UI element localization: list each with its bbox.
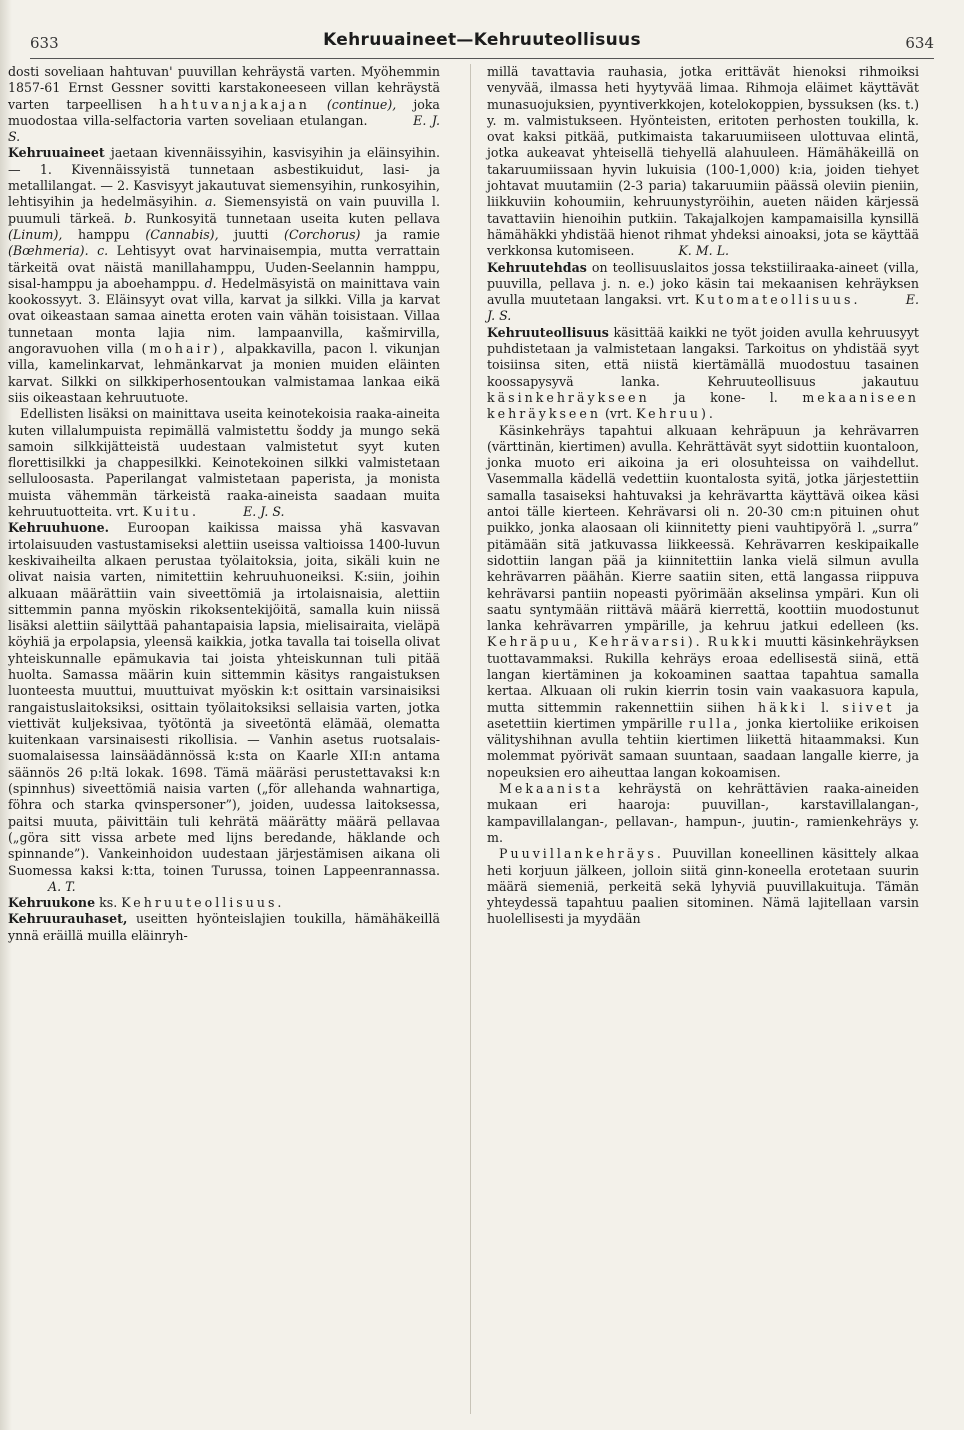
page-number-left: 633: [30, 34, 59, 52]
article-paragraph: Edellisten lisäksi on mainittava useita keinotekoisia raaka-aineita kuten villalumpuista repimällä valmistettu šoddy ja mungo sekä samoin silkkijätteistä uudestaan valmistetut syyt kuten florettisilkki ja chappesilkki. Keinotekoinen silkki valmistetaan selluloosasta. Paperilangat valmistetaan paperista, ja monista muista vähemmän tärkeistä raaka-aineista saadaan muita kehruutuotteita. vrt. Kuitu. E. J. S.: [8, 406, 440, 520]
author-signature: A. T.: [48, 878, 76, 894]
article-paragraph: Mekaanista kehräystä on kehrättävien raaka-aineiden mukaan eri haaroja: puuvillan-, karstavillalangan-, kampavillalangan-, pellavan-, hampun-, juutin-, ramienkehräys y. m.: [487, 781, 919, 845]
headword: Kehruuaineet: [8, 145, 105, 161]
article-kehruuaineet: Kehruuaineet jaetaan kivennäissyihin, kasvisyihin ja eläinsyihin. — 1. Kivennäissyistä tunnetaan asbestikuidut, lasi- ja metallilangat. — 2. Kasvisyyt jakautuvat siemensyihin, runkosyihin, lehtisyihin ja hedelmäsyihin. a. Siemensyistä on vain puuvilla l. puumuli tärkeä. b. Runkosyitä tunnetaan useita kuten pellava (Linum), hamppu (Cannabis), juutti (Corchorus) ja ramie (Bœhmeria). c. Lehtisyyt ovat harvinaisempia, mutta verrattain tärkeitä ovat näistä manillahamppu, Uuden-Seelannin hamppu, sisal-hamppu ja aboehamppu. d. Hedelmäsyistä on mainittava vain kookossyyt. 3. Eläinsyyt ovat villa, karvat ja silkki. Villa ja karvat ovat oikeastaan samaa ainetta eroten vain vähän toisistaan. Villaa tunnetaan monta lajia nim. lampaanvilla, kašmirvilla, angoravuohen villa (mohair), alpakkavilla, pacon l. vikunjan villa, kamelinkarvat, lehmänkarvat ja monien muiden eläinten karvat. Silkki on silkkiperhosentoukan valmistamaa lankaa eikä siis oikeastaan kehruutuote.: [8, 145, 441, 405]
headword: Kehruuhuone.: [8, 520, 110, 536]
article-paragraph: Puuvillankehräys. Puuvillan koneellinen käsittely alkaa heti korjuun jälkeen, jolloin siitä ginn-koneella erotetaan suurin määrä siemeniä, perkeitä sekä lyhyviä puuvillakuituja. Tämän yhteydessä tapahtuu paalien sitominen. Nämä lajitellaan varsin huolellisesti ja myydään: [487, 846, 919, 927]
headword: Kehruukone: [8, 895, 96, 911]
article-kehruuhuone: Kehruuhuone. Euroopan kaikissa maissa yhä kasvavan irtolaisuuden vastustamiseksi alettiin useissa valtioissa 1400-luvun keskivaiheilta alkaen perustaa työlaitoksia, joita, sikäli kuin ne olivat naisia varten, nimitettiin kehruuhuoneiksi. K:siin, joihin alkuaan määrättiin vain siveettömiä ja irtolaisnaisia, alettiin sittemmin panna myöskin rikoksentekijöitä, samalla kuin niissä lisäksi alettiin säilyttää pahantapaisia lapsia, mielisairaita, vieläpä köyhiä ja erpolapsia, yleensä kaikkia, jotka tavalla tai toisella olivat yhteiskunnalle epämukavia tai joista yhteiskunnan tuli pitää huolta. Samassa määrin kuin sittemmin käsitys rangaistuksen luonteesta muuttui, muuttuivat myöskin k:t osittain varsinaisiksi rangaistuslaitoksiksi, osittain työlaitoksiksi sellaisia varten, jotka viettivät kuljeksivaa, työtöntä ja siveetöntä elämää, olematta kuitenkaan varsinaisesti rikollisia. — Vanhin asetus ruotsalais-suomalaisessa lainsäädännössä k:sta on Kaarle XII:n antama säännös 26 p:ltä lokak. 1698. Tämä määräsi perustettavaksi k:n (spinnhus) siveettömiä naisia varten („för allehanda wahnartiga, föhra och starka qvinspersoner”), joiden, uudessa laitoksessa, paitsi muuta, päivittäin tuli kehrätä määrätty määrä pellavaa („göra sitt vissa arbete med lijns beredande, häklande och spinnande”). Vankeinhoidon uudestaan järjestämisen aikana oli Suomessa kaksi k:tta, toinen Turussa, toinen Lappeenrannassa. A. T.: [8, 520, 440, 894]
running-head: Kehruuaineet—Kehruuteollisuus: [323, 30, 641, 50]
page-number-right: 634: [905, 34, 934, 52]
article-kehruutehdas: Kehruutehdas on teollisuuslaitos jossa tekstiiliraaka-aineet (villa, puuvilla, pellava j. n. e.) joko käsin tai mekaanisen kehräyksen avulla muutetaan langaksi. vrt. Kutomateollisuus. E. J. S.: [487, 259, 919, 324]
column-divider: [470, 64, 471, 1414]
article-kehruukone: Kehruukone ks. Kehruuteollisuus.: [8, 895, 285, 911]
headword: Kehruurauhaset,: [8, 911, 128, 927]
article-kehruuteollisuus: Kehruuteollisuus käsittää kaikki ne työt joiden avulla kehruusyyt puhdistetaan ja valmistetaan langaksi. Tarkoitus on yhdistää syyt toisiinsa siten, että niistä kiertämällä muodostuu tasainen koossapysyvä lanka. Kehruuteollisuus jakautuu käsinkehräykseen ja kone- l. mekaaniseen kehräykseen (vrt. Kehruu).: [487, 324, 919, 422]
headword: Kehruutehdas: [487, 259, 587, 275]
headword: Kehruuteollisuus: [487, 324, 609, 340]
author-signature: K. M. L.: [678, 243, 730, 259]
author-signature: E. J. S.: [243, 504, 285, 520]
article-kehruurauhaset: Kehruurauhaset, useitten hyönteislajien toukilla, hämähäkeillä ynnä eräillä muilla eläinryh-: [8, 911, 440, 943]
article-continuation: millä tavattavia rauhasia, jotka erittävät hienoksi rihmoiksi venyvää, ilmassa heti hyytyvää limaa. Rihmoja eläimet käyttävät munasuojuksien, pyyntiverkkojen, kotelokoppien, byssuksen (ks. t.) y. m. valmistukseen. Hyönteisten, eritoten perhosten toukilla, k. ovat kaksi pitkää, putkimaista takaruumiiseen ulottuvaa elintä, jotka aukeavat yhteisellä tiehyellä alahuuleen. Hämähäkeillä on takaruumiissaan hyvin lukuisia (100-1,000) k:ia, joiden tiehyet johtavat muutamiin (2-3 paria) takaruumiin päässä oleviin pieniin, liikkuviin kohoumiin, kehruunystyröihin, aueten näiden kärjessä tavattaviin hienoihin putkiin. Takajalkojen kampamaisilla kynsillä hämähäkki yhdistää hienot rihmat yhdeksi ainoaksi, jota se käyttää verkkonsa kutomiseen. K. M. L.: [487, 64, 919, 259]
header-rule: [30, 58, 934, 59]
right-column: [487, 64, 919, 928]
author-signature: E. J. S.: [8, 112, 440, 145]
left-column: [8, 64, 440, 944]
page-header: [30, 30, 934, 54]
article-paragraph: Käsinkehräys tapahtui alkuaan kehräpuun ja kehrävarren (värttinän, kiertimen) avulla. Kehrättävät syyt sidottiin kuontaloon, jonka muoto eri aikoina ja eri olosuhteissa on vaihdellut. Vasemmalla kädellä vedettiin kuontalosta syitä, jotka järjestettiin samalla tasaiseksi hahtuvaksi ja kehrävartta käyttävä oikea käsi antoi tälle kierteen. Kehrävarsi oli n. 20-30 cm:n pituinen ohut puikko, jonka alaosaan oli kiinnitetty pieni vauhtipyörä l. „surra” pitämään sitä jatkuvassa liikkeessä. Kehrävarren keskipaikalle sidottiin langan pää ja kiinnitettiin lanka vielä silmun avulla kehrävarren päähän. Kierre saatiin siten, että langassa riippuva kehrävarsi pantiin nopeasti pyörimään akselinsa ympäri. Kun oli saatu syntymään riittävä määrä kierrettä, koottiin muodostunut lanka kehrävarren ympärille, ja kehruu jatkui edelleen (ks. Kehräpuu, Kehrävarsi). Rukki muutti käsinkehräyksen tuottavammaksi. Rukilla kehräys eroaa edellisestä siinä, että langan kiertäminen ja kokoaminen saattaa tapahtua samalla kertaa. Alkuaan oli rukin kierrin tosin vain vaakasuora kapula, mutta sittemmin rakennettiin siihen häkki l. siivet ja asetettiin kiertimen ympärille rulla, jonka kiertoliike erikoisen välityshihnan avulla tehtiin kiertimen liikettä hitaammaksi. Kun molemmat pyörivät samaan suuntaan, saadaan langalle kierre, ja nopeuksien ero aiheuttaa langan kokoamisen.: [487, 422, 919, 780]
article-continuation: dosti soveliaan hahtuvan' puuvillan kehräystä varten. Myöhemmin 1857-61 Ernst Gessner sovitti karstakoneeseen villan kehräystä varten tarpeellisen hahtuvanjakajan (continue), joka muodostaa villa-selfactoria varten soveliaan etulangan. E. J. S.: [8, 64, 440, 145]
author-signature: E. J. S.: [487, 292, 919, 324]
